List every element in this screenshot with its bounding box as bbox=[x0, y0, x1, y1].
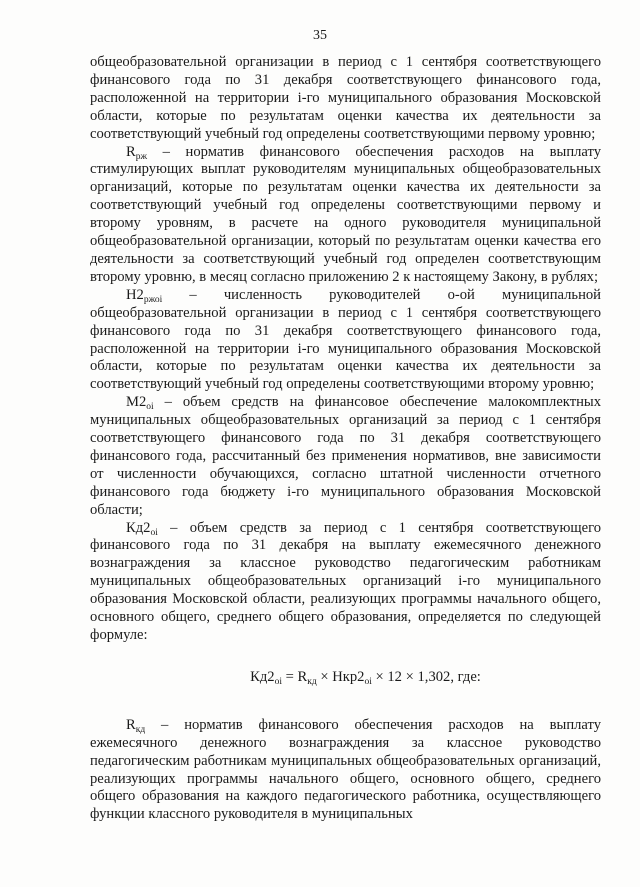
paragraph-1 bbox=[90, 54, 601, 144]
symbol-kd2-oi-subscript: оi bbox=[150, 527, 158, 538]
paragraph-r-rzh bbox=[90, 144, 601, 287]
paragraph-n2-rzhoi bbox=[90, 287, 601, 394]
formula-tail: × 12 × 1,302, где: bbox=[371, 668, 481, 685]
formula-kd2 bbox=[90, 669, 601, 687]
formula-nkr2-subscript: оi bbox=[364, 676, 372, 687]
formula-r-subscript: кд bbox=[307, 676, 317, 687]
symbol-kd2-oi: Кд2 bbox=[126, 519, 151, 536]
paragraph-r-kd bbox=[90, 717, 601, 824]
paragraph-r-rzh-text: – норматив финансового обеспечения расходов на выплату стимулирующих выплат руководителям муниципальных общеобразовательных организаций, которые по результатам оценки качества их деятельности за соответствующий учебный год определены соответствующими первому и второму уровням, в расчете на одного руководителя муниципальной общеобразовательной организации, который по результатам оценки качества его деятельности за соответствующий учебный год определен соответствующим второму уровню, в месяц согласно приложению 2 к настоящему Закону, в рублях; bbox=[90, 143, 601, 285]
paragraph-kd2-oi bbox=[90, 520, 601, 645]
symbol-r-kd-subscript: кд bbox=[135, 724, 146, 735]
symbol-m2-oi-subscript: оi bbox=[146, 402, 154, 413]
formula-lhs-subscript: оi bbox=[274, 676, 282, 687]
formula-lhs: Кд2 bbox=[250, 668, 275, 685]
symbol-r-rzh: R bbox=[126, 143, 136, 160]
symbol-r-kd: R bbox=[126, 716, 136, 733]
page-number: 35 bbox=[313, 28, 327, 43]
symbol-n2-rzhoi-subscript: ржоi bbox=[143, 294, 163, 305]
formula-eq-r: = R bbox=[281, 668, 308, 685]
symbol-m2-oi: М2 bbox=[126, 394, 147, 411]
formula-times-nkr2: × Нкр2 bbox=[316, 668, 365, 685]
paragraph-m2-oi bbox=[90, 394, 601, 519]
paragraph-m2-oi-text: – объем средств на финансовое обеспечение малокомплектных муниципальных общеобразовательных организаций за период с 1 сентября соответствующего финансового года по 31 декабря соответствующего финансового года, рассчитанный без применения нормативов, вне зависимости от численности обучающихся, согласно штатной численности отчетного финансового года бюджету i-го муниципального образования Московской области; bbox=[90, 394, 601, 518]
paragraph-r-kd-text: – норматив финансового обеспечения расходов на выплату ежемесячного денежного вознаграждения за классное руководство педагогическим работникам муниципальных общеобразовательных организаций, реализующих программы начального общего, основного общего, среднего общего образования на каждого педагогического работника, осуществляющего функции классного руководителя в муниципальных bbox=[90, 716, 601, 823]
page-body bbox=[90, 54, 601, 824]
symbol-n2-rzhoi: Н2 bbox=[126, 286, 144, 303]
paragraph-1-text: общеобразовательной организации в период с 1 сентября соответствующего финансового года по 31 декабря соответствующего финансового года, расположенной на территории i-го муниципального образования Московской области, которые по результатам оценки качества их деятельности за соответствующий учебный год определены соответствующими первому уровню; bbox=[90, 54, 601, 142]
paragraph-n2-rzhoi-text: – численность руководителей о-ой муниципальной общеобразовательной организации в период с 1 сентября соответствующего финансового года по 31 декабря соответствующего финансового года, расположенной на территории i-го муниципального образования Московской области, которые по результатам оценки качества их деятельности за соответствующий учебный год определены соответствующими второму уровню; bbox=[90, 286, 601, 393]
symbol-r-rzh-subscript: рж bbox=[135, 151, 148, 162]
paragraph-kd2-oi-text: – объем средств за период с 1 сентября соответствующего финансового года по 31 декабря на выплату ежемесячного денежного вознаграждения за классное руководство педагогическим работникам муниципальных общеобразовательных организаций i-го муниципального образования Московской области, реализующих программы начального общего, основного общего, среднего общего образования, определяется по следующей формуле: bbox=[90, 519, 601, 643]
